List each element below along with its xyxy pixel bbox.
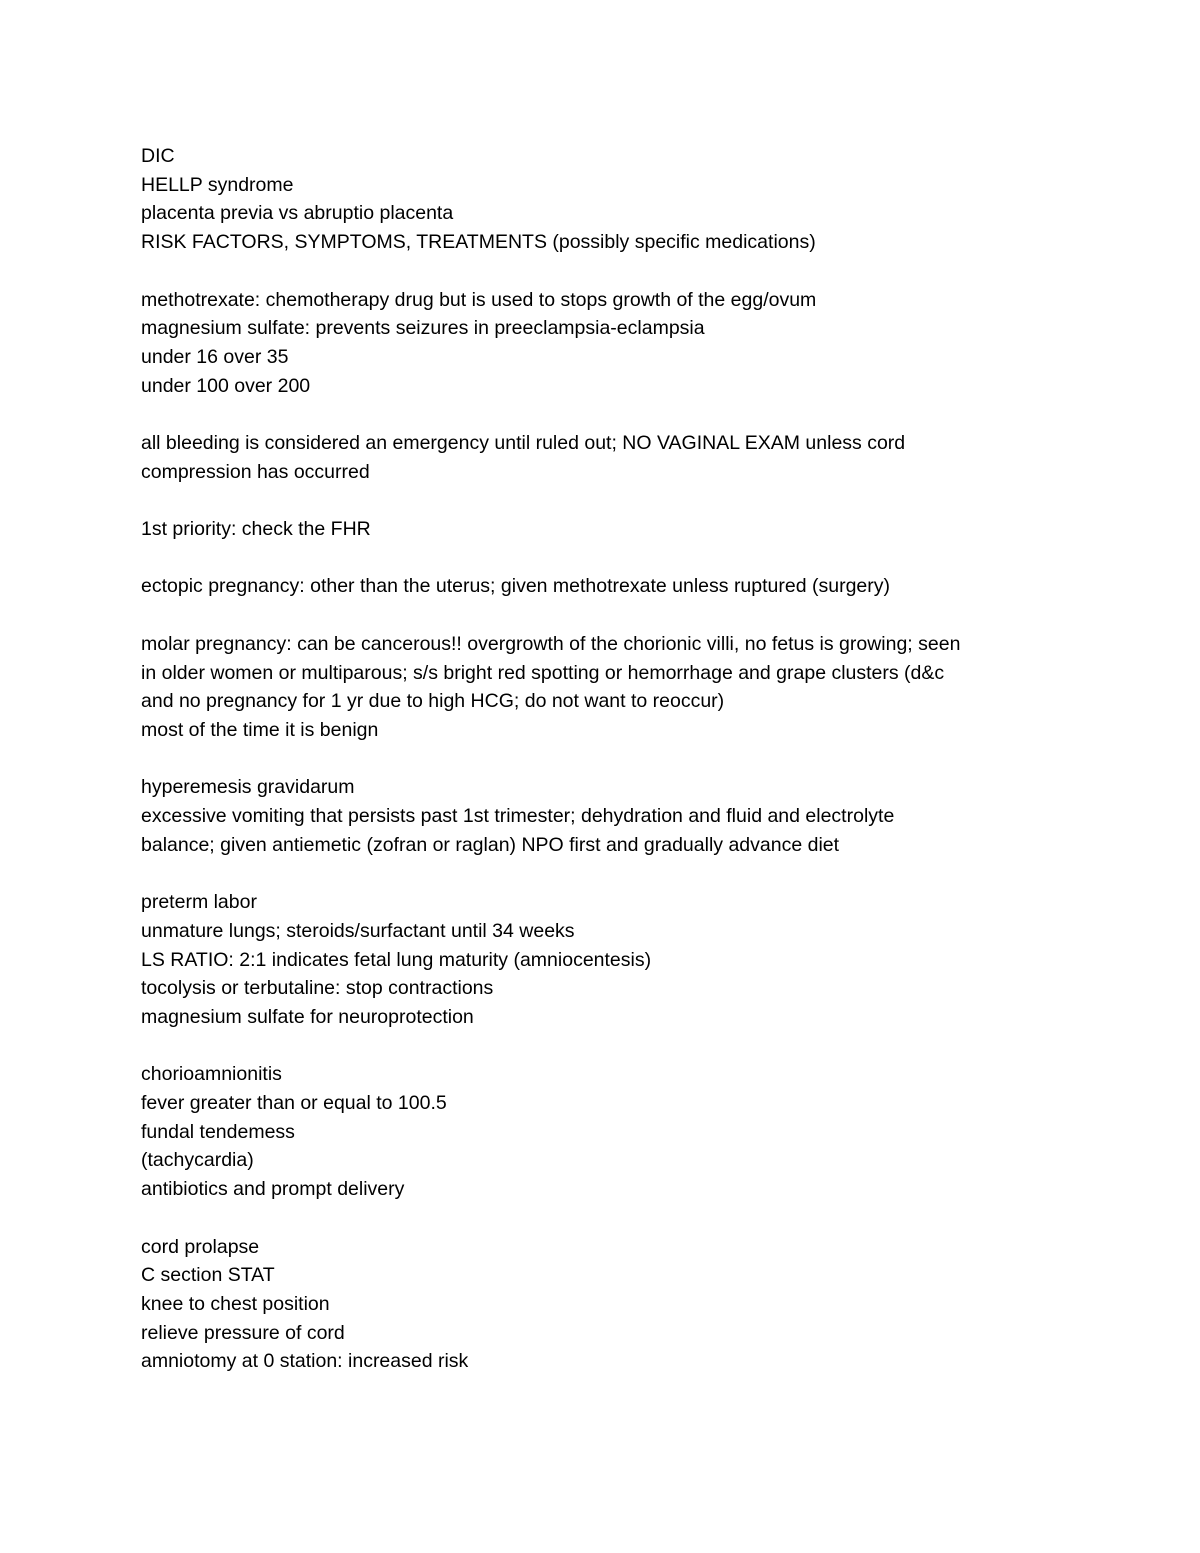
text-line: RISK FACTORS, SYMPTOMS, TREATMENTS (possibly specific medications) bbox=[141, 231, 816, 254]
text-line: magnesium sulfate: prevents seizures in preeclampsia-eclampsia bbox=[141, 317, 705, 340]
text-line: placenta previa vs abruptio placenta bbox=[141, 202, 454, 225]
text-line: most of the time it is benign bbox=[141, 718, 379, 741]
text-line: methotrexate: chemotherapy drug but is used to stops growth of the egg/ovum bbox=[141, 288, 817, 311]
text-line: in older women or multiparous; s/s bright red spotting or hemorrhage and grape clusters (d&c bbox=[141, 661, 945, 684]
text-line: under 16 over 35 bbox=[141, 345, 289, 368]
text-line: balance; given antiemetic (zofran or raglan) NPO first and gradually advance diet bbox=[141, 833, 840, 856]
paragraph-hyperemesis bbox=[141, 773, 1101, 859]
paragraph-preterm bbox=[141, 888, 1101, 1032]
text-line: DIC bbox=[141, 145, 175, 167]
paragraph-chorioamnionitis bbox=[141, 1060, 1101, 1204]
paragraph-molar bbox=[141, 630, 1101, 745]
text-line: and no pregnancy for 1 yr due to high HCG; do not want to reoccur) bbox=[141, 690, 725, 713]
text-line: cord prolapse bbox=[141, 1235, 260, 1258]
text-line: knee to chest position bbox=[141, 1292, 330, 1315]
paragraph-bleeding bbox=[141, 429, 1101, 486]
text-line: 1st priority: check the FHR bbox=[141, 518, 371, 541]
text-line: fever greater than or equal to 100.5 bbox=[141, 1092, 447, 1115]
paragraph-ectopic bbox=[141, 572, 1101, 601]
text-line: preterm labor bbox=[141, 891, 257, 914]
text-line: magnesium sulfate for neuroprotection bbox=[141, 1005, 474, 1028]
text-line: all bleeding is considered an emergency until ruled out; NO VAGINAL EXAM unless cord bbox=[141, 432, 906, 454]
text-line: under 100 over 200 bbox=[141, 374, 311, 397]
paragraph-cord-prolapse bbox=[141, 1233, 1101, 1377]
text-line: hyperemesis gravidarum bbox=[141, 776, 355, 799]
text-line: amniotomy at 0 station: increased risk bbox=[141, 1350, 469, 1373]
text-line: excessive vomiting that persists past 1st trimester; dehydration and fluid and electrolyte bbox=[141, 805, 895, 828]
text-line: compression has occurred bbox=[141, 460, 370, 483]
text-line: relieve pressure of cord bbox=[141, 1321, 345, 1344]
document-body bbox=[141, 142, 1101, 1405]
text-line: tocolysis or terbutaline: stop contractions bbox=[141, 977, 494, 1000]
text-line: HELLP syndrome bbox=[141, 173, 294, 196]
paragraph-priority bbox=[141, 515, 1101, 544]
text-line: C section STAT bbox=[141, 1264, 275, 1287]
text-line: chorioamnionitis bbox=[141, 1063, 282, 1086]
text-line: ectopic pregnancy: other than the uterus; given methotrexate unless ruptured (surgery) bbox=[141, 575, 890, 598]
paragraph-topics bbox=[141, 142, 1101, 257]
text-line: LS RATIO: 2:1 indicates fetal lung maturity (amniocentesis) bbox=[141, 948, 652, 971]
text-line: molar pregnancy: can be cancerous!! overgrowth of the chorionic villi, no fetus is growing; seen bbox=[141, 632, 961, 655]
paragraph-medications bbox=[141, 286, 1101, 401]
text-line: unmature lungs; steroids/surfactant until 34 weeks bbox=[141, 919, 575, 942]
text-line: antibiotics and prompt delivery bbox=[141, 1178, 405, 1201]
text-line: (tachycardia) bbox=[141, 1149, 254, 1172]
text-line: fundal tendemess bbox=[141, 1120, 295, 1143]
